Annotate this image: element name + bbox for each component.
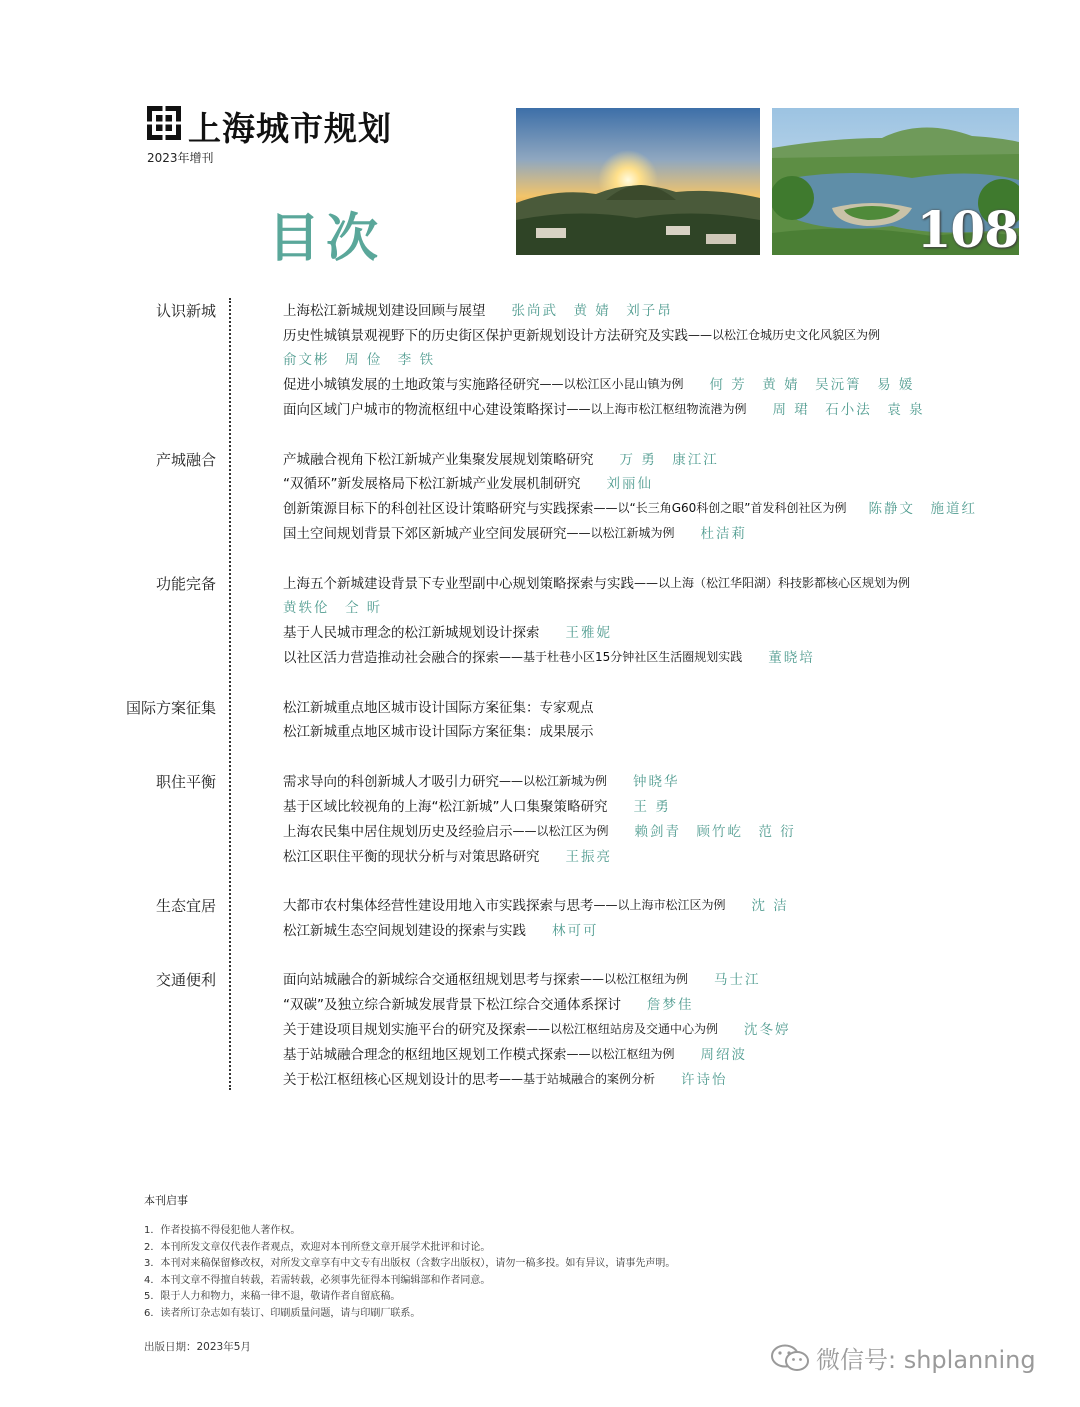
- article-authors: 沈冬婷: [744, 1022, 791, 1038]
- article-title: 以社区活力营造推动社会融合的探索: [283, 650, 499, 666]
- issue-number: 108: [916, 200, 1018, 259]
- article-subtitle: ——以“长三角G60科创之眼”首发科创社区为例: [593, 500, 847, 515]
- article-title: “双循环”新发展格局下松江新城产业发展机制研究: [283, 476, 581, 492]
- article-subtitle: ——以松江枢纽为例: [566, 1046, 675, 1061]
- notice-item: 2．本刊所发文章仅代表作者观点，欢迎对本刊所登文章开展学术批评和讨论。: [144, 1241, 491, 1253]
- article-subtitle: ——以松江新城为例: [566, 525, 675, 540]
- article-authors: 马士江: [714, 972, 761, 988]
- article-title: 产城融合视角下松江新城产业集聚发展规划策略研究: [283, 452, 594, 468]
- magazine-logo-icon: [147, 106, 181, 140]
- article-subtitle: ——以松江新城为例: [499, 773, 608, 788]
- magazine-title: 上海城市规划: [188, 109, 392, 148]
- article-title: 关于松江枢纽核心区规划设计的思考: [283, 1072, 499, 1088]
- article-authors: 杜洁莉: [700, 526, 748, 542]
- article-subtitle: ——基于站城融合的案例分析: [499, 1071, 656, 1086]
- article-authors: 张尚武 黄 婧 刘子昂: [511, 303, 673, 319]
- article-subtitle: ——以松江区为例: [512, 823, 609, 838]
- wechat-id: 微信号: shplanning: [816, 1346, 1036, 1374]
- article-subtitle: ——基于杜巷小区15分钟社区生活圈规划实践: [499, 649, 743, 664]
- notice-heading: 本刊启事: [144, 1194, 188, 1207]
- sunset-landscape-photo: [516, 108, 760, 255]
- article-subtitle: ——以上海市松江区为例: [593, 897, 726, 912]
- toc-divider: [229, 298, 231, 1090]
- article-title: 国土空间规划背景下郊区新城产业空间发展研究: [283, 526, 567, 542]
- article-title: 面向区域门户城市的物流枢纽中心建设策略探讨: [283, 402, 567, 418]
- article-title: 松江新城重点地区城市设计国际方案征集：成果展示: [283, 724, 594, 740]
- notice-item: 3．本刊对来稿保留修改权，对所发文章享有中文专有出版权（含数字出版权），请勿一稿多投。如有异议，请事先声明。: [144, 1258, 676, 1270]
- article-title: 松江区职住平衡的现状分析与对策思路研究: [283, 849, 540, 865]
- article-authors: 王雅妮: [565, 625, 612, 641]
- article-authors: 黄轶伦 仝 昕: [283, 600, 383, 616]
- notice-item: 5．限于人力和物力，来稿一律不退，敬请作者自留底稿。: [144, 1291, 401, 1303]
- article-authors: 万 勇 康江江: [619, 452, 719, 468]
- article-title: 面向站城融合的新城综合交通枢纽规划思考与探索: [283, 972, 580, 988]
- section-label: 交通便利: [155, 971, 216, 989]
- issue-subtitle: 2023年增刊: [147, 151, 214, 165]
- article-title: 基于区域比较视角的上海“松江新城”人口集聚策略研究: [283, 799, 608, 815]
- article-subtitle: ——以松江枢纽为例: [580, 971, 689, 986]
- notice-item: 1．作者投搞不得侵犯他人著作权。: [144, 1225, 301, 1236]
- article-subtitle: ——以上海（松江华阳湖）科技影都核心区规划为例: [634, 575, 911, 590]
- article-authors: 何 芳 黄 婧 吴沅箐 易 媛: [709, 377, 915, 393]
- notice-item: 4．本刊文章不得擅自转载，若需转载，必须事先征得本刊编辑部和作者同意。: [144, 1274, 491, 1286]
- article-authors: 王振亮: [565, 849, 612, 865]
- article-authors: 周绍波: [700, 1047, 748, 1063]
- article-title: 基于人民城市理念的松江新城规划设计探索: [283, 625, 540, 641]
- section-label: 认识新城: [155, 302, 216, 320]
- toc-title: 目次: [268, 209, 385, 269]
- article-authors: 刘丽仙: [606, 476, 653, 492]
- article-title: 创新策源目标下的科创社区设计策略研究与实践探索: [283, 501, 594, 517]
- article-title: 上海农民集中居住规划历史及经验启示: [283, 824, 513, 840]
- section-label: 国际方案征集: [125, 699, 216, 717]
- article-subtitle: ——以松江仓城历史文化风貌区为例: [688, 327, 881, 342]
- article-title: 大都市农村集体经营性建设用地入市实践探索与思考: [283, 898, 594, 914]
- article-authors: 董晓培: [768, 650, 815, 666]
- article-authors: 钟晓华: [633, 774, 680, 790]
- article-subtitle: ——以上海市松江枢纽物流港为例: [566, 401, 747, 416]
- article-title: 历史性城镇景观视野下的历史街区保护更新规划设计方法研究及实践: [283, 328, 688, 344]
- wechat-icon: [770, 1343, 810, 1373]
- article-authors: 周 珺 石小法 袁 泉: [772, 402, 925, 418]
- article-title: 需求导向的科创新城人才吸引力研究: [283, 774, 499, 790]
- notice-list: [144, 1223, 675, 1323]
- article-title: 松江新城重点地区城市设计国际方案征集：专家观点: [283, 700, 594, 716]
- article-authors: 陈静文 施道红: [868, 501, 978, 517]
- article-authors: 沈 洁: [751, 898, 789, 914]
- article-title: “双碳”及独立综合新城发展背景下松江综合交通体系探讨: [283, 997, 621, 1013]
- section-label: 功能完备: [155, 575, 216, 593]
- article-authors: 林可可: [552, 923, 599, 939]
- wechat-watermark: [770, 1340, 1036, 1375]
- article-title: 促进小城镇发展的土地政策与实施路径研究: [283, 377, 540, 393]
- article-authors: 王 勇: [633, 799, 671, 815]
- article-title: 关于建设项目规划实施平台的研究及探索: [283, 1022, 526, 1038]
- article-title: 基于站城融合理念的枢纽地区规划工作模式探索: [283, 1047, 567, 1063]
- article-authors: 赖剑青 顾竹屹 范 衍: [634, 824, 796, 840]
- article-authors: 俞文彬 周 俭 李 铁: [283, 352, 436, 368]
- article-subtitle: ——以松江区小昆山镇为例: [539, 376, 684, 391]
- section-label: 生态宜居: [155, 897, 216, 915]
- article-title: 上海五个新城建设背景下专业型副中心规划策略探索与实践: [283, 576, 634, 592]
- article-authors: 詹梦佳: [647, 997, 694, 1013]
- section-label: 职住平衡: [155, 773, 216, 791]
- section-label: 产城融合: [155, 451, 216, 469]
- notice-item: 6．读者所订杂志如有装订、印刷质量问题，请与印刷厂联系。: [144, 1307, 421, 1319]
- article-title: 松江新城生态空间规划建设的探索与实践: [283, 923, 526, 939]
- article-title: 上海松江新城规划建设回顾与展望: [283, 303, 486, 319]
- publication-date: 出版日期：2023年5月: [144, 1341, 251, 1353]
- article-authors: 许诗怡: [681, 1072, 728, 1088]
- article-subtitle: ——以松江枢纽站房及交通中心为例: [526, 1021, 719, 1036]
